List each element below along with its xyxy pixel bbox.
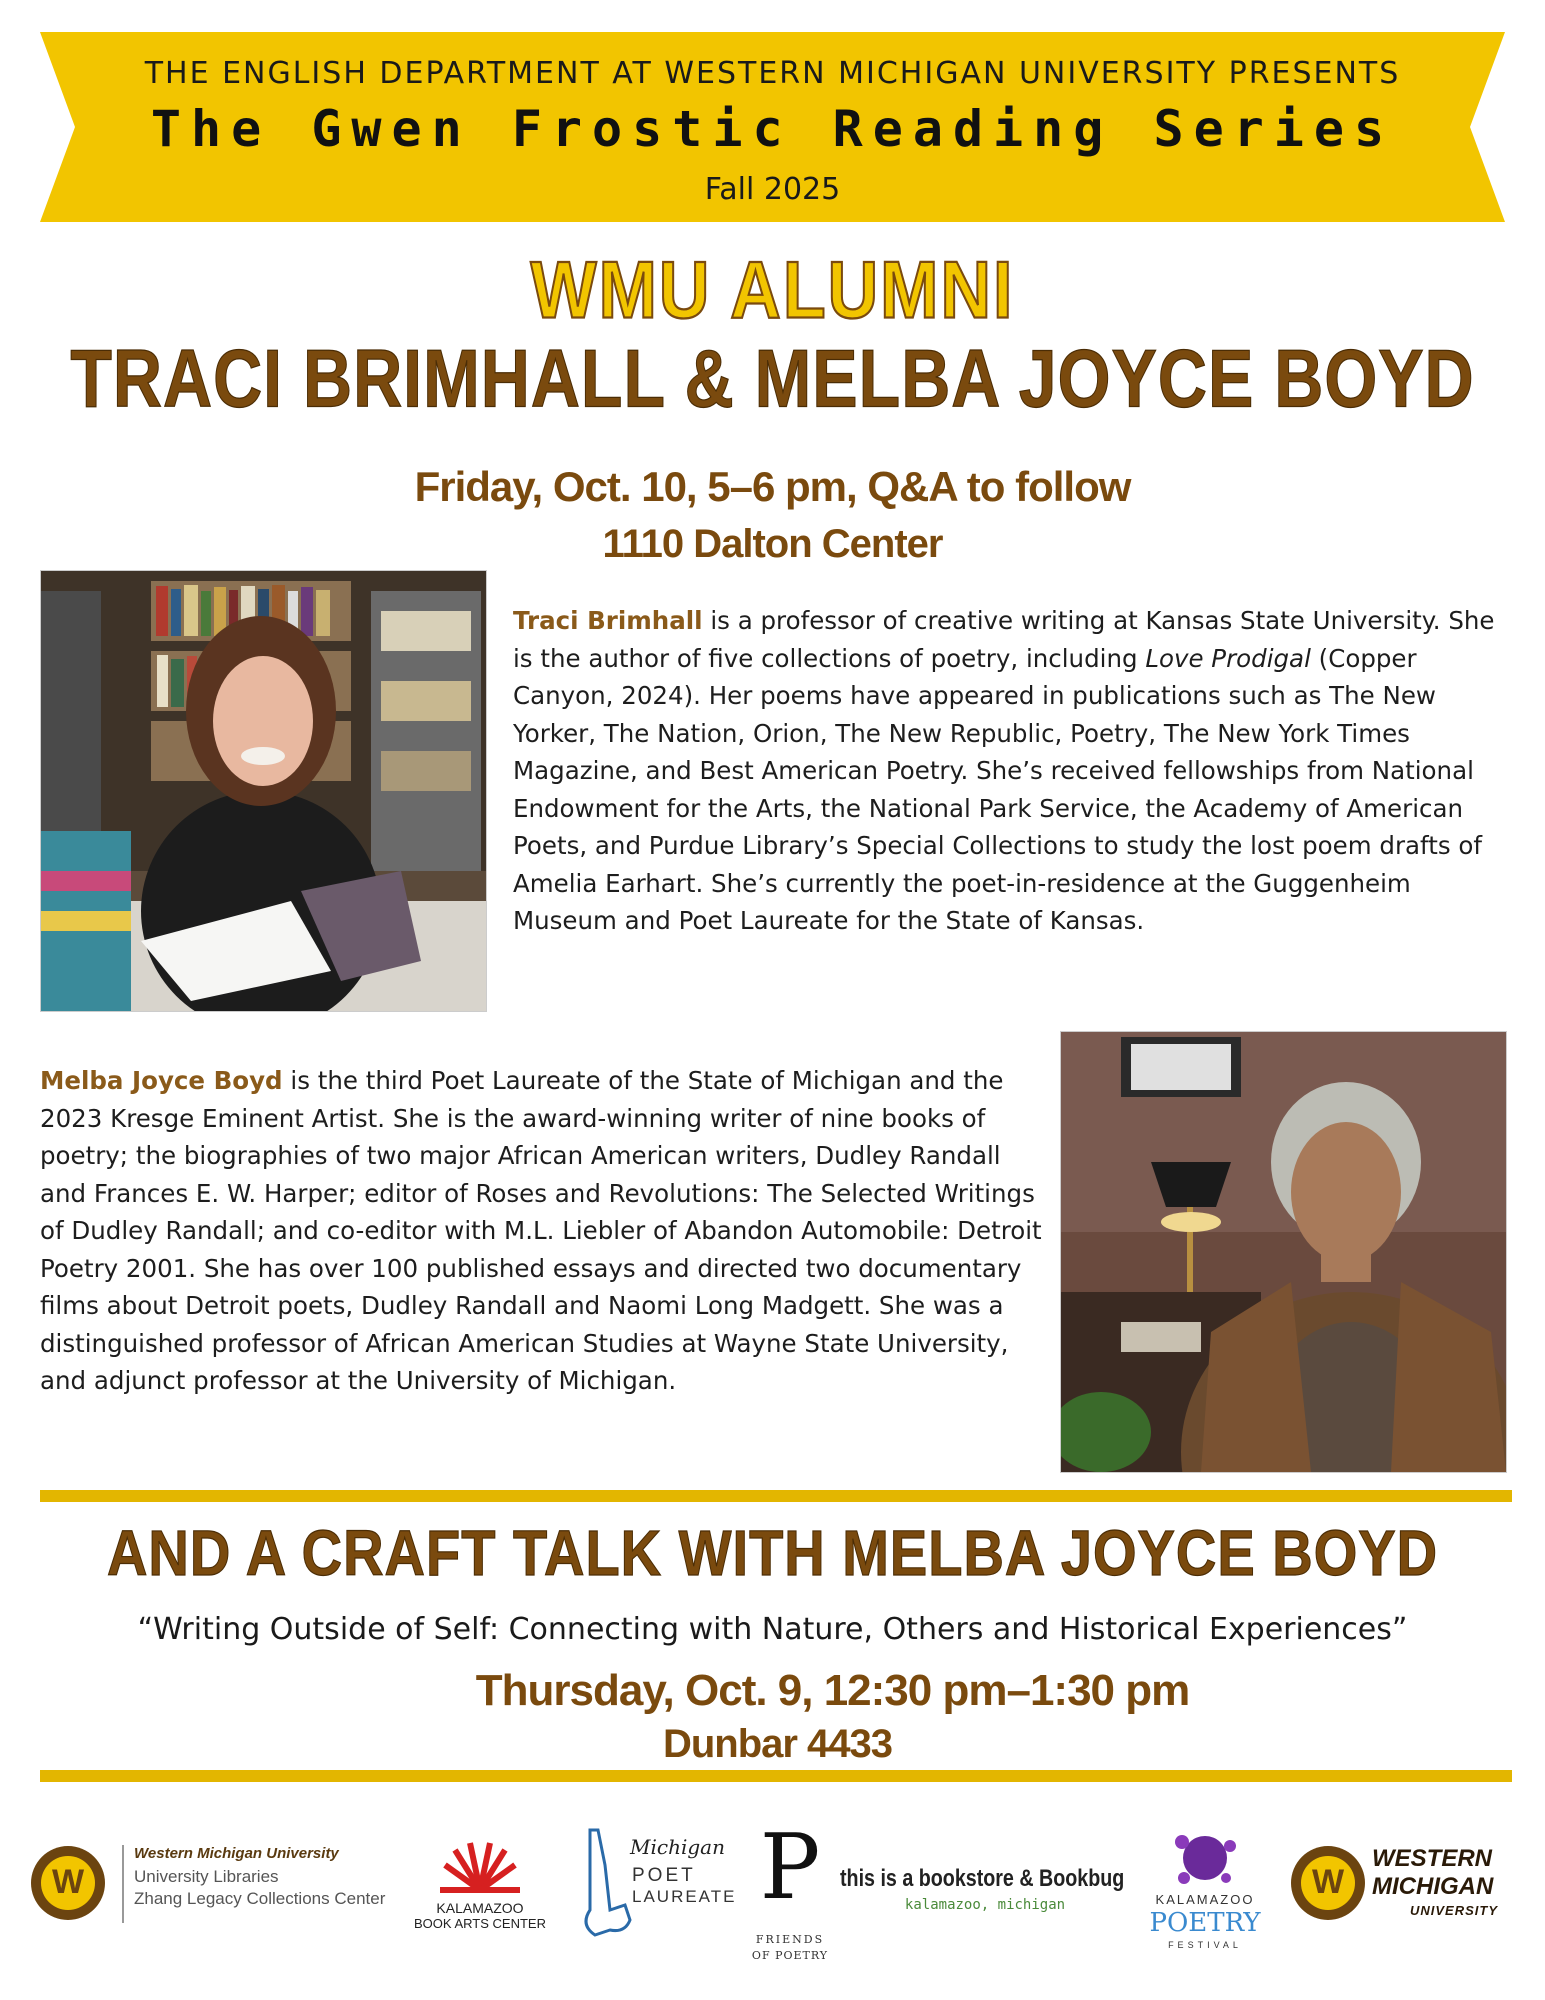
book-fan-icon [435,1835,525,1895]
season-label: Fall 2025 [704,172,841,207]
divider-bottom [40,1770,1512,1782]
wmu-lib-line3: Zhang Legacy Collections Center [134,1889,386,1908]
wmu-lib-line2: University Libraries [134,1867,279,1886]
alumni-heading: WMU ALUMNI [530,245,1015,335]
wmu-libraries-logo: W Western Michigan University University Libraries Zhang Legacy Collections Center [30,1835,390,1935]
craft-talk-title: “Writing Outside of Self: Connecting with Nature, Others and Historical Experiences” [137,1612,1408,1647]
presenter-line: THE ENGLISH DEPARTMENT AT WESTERN MICHIGAN UNIVERSITY PRESENTS [144,56,1401,91]
traci-brimhall-photo [40,570,487,1012]
friends-of-poetry-logo: P FRIENDS OF POETRY [751,1815,829,1962]
melba-joyce-boyd-bio [40,1062,1050,1400]
wmu-lib-line1: Western Michigan University [134,1845,339,1862]
bio-name: Melba Joyce Boyd [40,1066,283,1095]
craft-talk-datetime: Thursday, Oct. 9, 12:30 pm–1:30 pm [475,1666,1190,1715]
series-title: The Gwen Frostic Reading Series [150,100,1395,158]
bookstore-bookbug-logo: this is a bookstore & Bookbug kalamazoo, michigan [840,1865,1125,1913]
michigan-poet-laureate-logo: Michigan POET LAUREATE [570,1825,740,1945]
reading-datetime: Friday, Oct. 10, 5–6 pm, Q&A to follow [414,463,1131,510]
ink-splash-icon [1170,1828,1240,1888]
craft-talk-heading: AND A CRAFT TALK WITH MELBA JOYCE BOYD [106,1516,1439,1589]
bio-text: is a professor of creative writing at Kansas State University. She is the author of five collections of poetry, including [513,606,1495,673]
kalamazoo-poetry-festival-logo: KALAMAZOO POETRY FESTIVAL [1140,1828,1270,1958]
bio-name: Traci Brimhall [513,606,703,635]
reading-location: 1110 Dalton Center [602,522,943,566]
divider-top [40,1490,1512,1502]
traci-brimhall-bio [513,602,1503,940]
wmu-logo: W WESTERN MICHIGAN UNIVERSITY [1290,1835,1520,1935]
craft-talk-location: Dunbar 4433 [662,1722,893,1766]
kalamazoo-book-arts-logo: KALAMAZOO BOOK ARTS CENTER [400,1830,560,1940]
bio-text: is the third Poet Laureate of the State of Michigan and the 2023 Kresge Eminent Artist. She is the award-winning writer of nine books of poetry; the biographies of two major African American writers, Dudley Randall and Frances E. W. Harper; editor of Roses and Revolutions: The Selected Writings of Dudley Randall; and co-editor with M.L. Liebler of Abandon Automobile: Detroit Poetry 2001. She has over 100 published essays and directed two documentary films about Detroit poets, Dudley Randall and Naomi Long Madgett. She was a distinguished professor of African American Studies at Wayne State University, and adjunct professor at the University of Michigan. [40,1066,1042,1395]
book-title: Love Prodigal [1145,643,1311,673]
readers-heading: TRACI BRIMHALL & MELBA JOYCE BOYD [70,333,1475,425]
bio-text: (Copper Canyon, 2024). Her poems have appeared in publications such as The New Yorker, The Nation, Orion, The New Republic, Poetry, The New York Times Magazine, and Best American Poetry. She’s received fellowships from National Endowment for the Arts, the National Park Service, the Academy of American Poets, and Purdue Library’s Special Collections to study the lost poem drafts of Amelia Earhart. She’s currently the poet-in-residence at the Guggenheim Museum and Poet Laureate for the State of Kansas. [513,643,1482,935]
melba-joyce-boyd-photo [1060,1031,1507,1473]
